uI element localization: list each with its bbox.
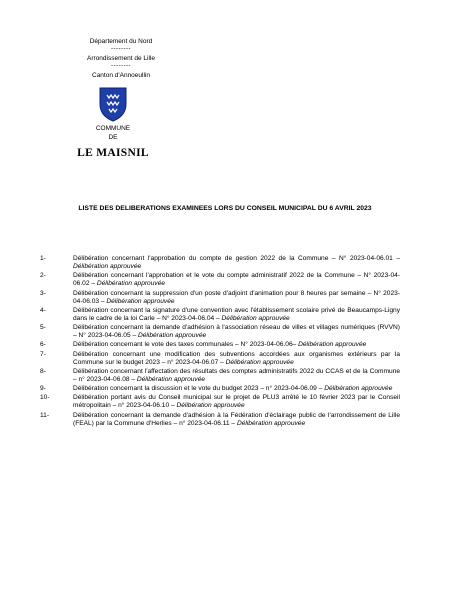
document-title: LISTE DES DELIBERATIONS EXAMINEES LORS DU CONSEIL MUNICIPAL DU 6 AVRIL 2023 [78, 205, 372, 212]
canton-line: Canton d'Annoeullin [92, 72, 150, 79]
item-status: Délibération approuvée [73, 263, 142, 271]
item-number: 2- [40, 272, 46, 280]
item-status: Délibération approuvée [298, 341, 367, 349]
item-description: Délibération concernant le vote des taxes communales – N° 2023-04-06.06– [73, 341, 299, 349]
department-line: Département du Nord [89, 38, 153, 45]
item-text [73, 290, 400, 306]
item-status: Délibération approuvée [236, 419, 306, 427]
item-status: Délibération approuvée [221, 314, 290, 322]
item-text [73, 351, 400, 367]
deliberation-item [40, 351, 400, 367]
deliberation-item [40, 368, 400, 384]
item-number: 5- [40, 324, 46, 332]
separator: -------- [111, 46, 131, 52]
deliberation-item [40, 394, 400, 410]
item-description: Délibération concernant l'affectation des résultats des comptes administratifs 2022 du CCAS et de la Commune – n° 2023-04-06.08 – [73, 367, 400, 383]
deliberation-list [40, 255, 400, 429]
coat-of-arms-icon [98, 86, 128, 122]
item-text [73, 307, 400, 323]
item-text [73, 341, 400, 349]
item-number: 4- [40, 306, 46, 314]
item-description: Délibération concernant la discussion et le vote du budget 2023 – n° 2023-04-06.09 – [73, 385, 325, 393]
item-number: 3- [40, 289, 46, 297]
arrondissement-line: Arrondissement de Lille [87, 55, 155, 62]
item-status: Délibération approuvée [96, 280, 166, 288]
item-status: Délibération approuvée [176, 402, 245, 410]
item-number: 9- [40, 385, 46, 393]
item-description: Délibération portant avis du Conseil municipal sur le projet de PLU3 arrêté le 10 février 2023 par le Conseil métropolitain – n° 2023-04-06.10 – [73, 394, 400, 410]
deliberation-item [40, 255, 400, 271]
item-status: Délibération approuvée [324, 385, 393, 393]
deliberation-item [40, 272, 400, 288]
item-number: 1- [40, 255, 46, 262]
item-status: Délibération approuvée [106, 297, 175, 305]
deliberation-item [40, 307, 400, 323]
item-description: Délibération concernant l'approbation du compte de gestion 2022 de la Commune – N° 2023-04-06.01 – [73, 255, 400, 262]
item-description: Délibération concernant la demande d'adhésion à la Fédération d'éclairage public de l'arrondissement de Lille (FEAL) par la Commune d'Herlies – n° 2023-04-06.11 – [73, 411, 400, 427]
item-status: Délibération approuvée [225, 358, 294, 366]
item-description: Délibération concernant l'approbation et le vote du compte administratif 2022 de la Commune – N° 2023-04-06.02 – [73, 272, 400, 288]
commune-name: LE MAISNIL [77, 147, 149, 159]
item-description: Délibération concernant la demande d'adhésion à l'association réseau de villes et villages numériques (RVVN) – N° 2023-04-06.05 – [73, 324, 400, 340]
item-number: 7- [40, 350, 46, 358]
item-text [73, 412, 400, 428]
item-description: Délibération concernant la suppression d'un poste d'adjoint d'animation pour 8 heures par semaine – N° 2023-04-06.03 – [73, 289, 400, 305]
item-description: Délibération concernant la signature d'une convention avec l'établissement scolaire privé de Beaucamps-Ligny dans le cadre de la loi Carle – N° 2023-04-06.04 – [73, 306, 400, 322]
commune-de: DE [108, 134, 118, 141]
item-text [73, 255, 400, 271]
item-number: 6- [40, 341, 46, 349]
deliberation-item [40, 341, 400, 349]
deliberation-item [40, 385, 400, 393]
item-description: Délibération concernant une modification des subventions accordées aux organismes extérieurs par la Commune sur le budget 2023 – n° 2023-04-06.07 – [73, 350, 400, 366]
deliberation-item [40, 412, 400, 428]
deliberation-item [40, 324, 400, 340]
item-text [73, 324, 400, 340]
item-text [73, 272, 400, 288]
separator: -------- [111, 63, 131, 69]
item-number: 11- [40, 411, 50, 419]
item-number: 10- [40, 394, 50, 402]
item-status: Délibération approuvée [136, 375, 206, 383]
item-text [73, 368, 400, 384]
item-text [73, 385, 400, 393]
commune-label: COMMUNE [95, 125, 131, 132]
deliberation-item [40, 290, 400, 306]
item-status: Délibération approuvée [137, 332, 207, 340]
item-text [73, 394, 400, 410]
item-number: 8- [40, 367, 46, 375]
